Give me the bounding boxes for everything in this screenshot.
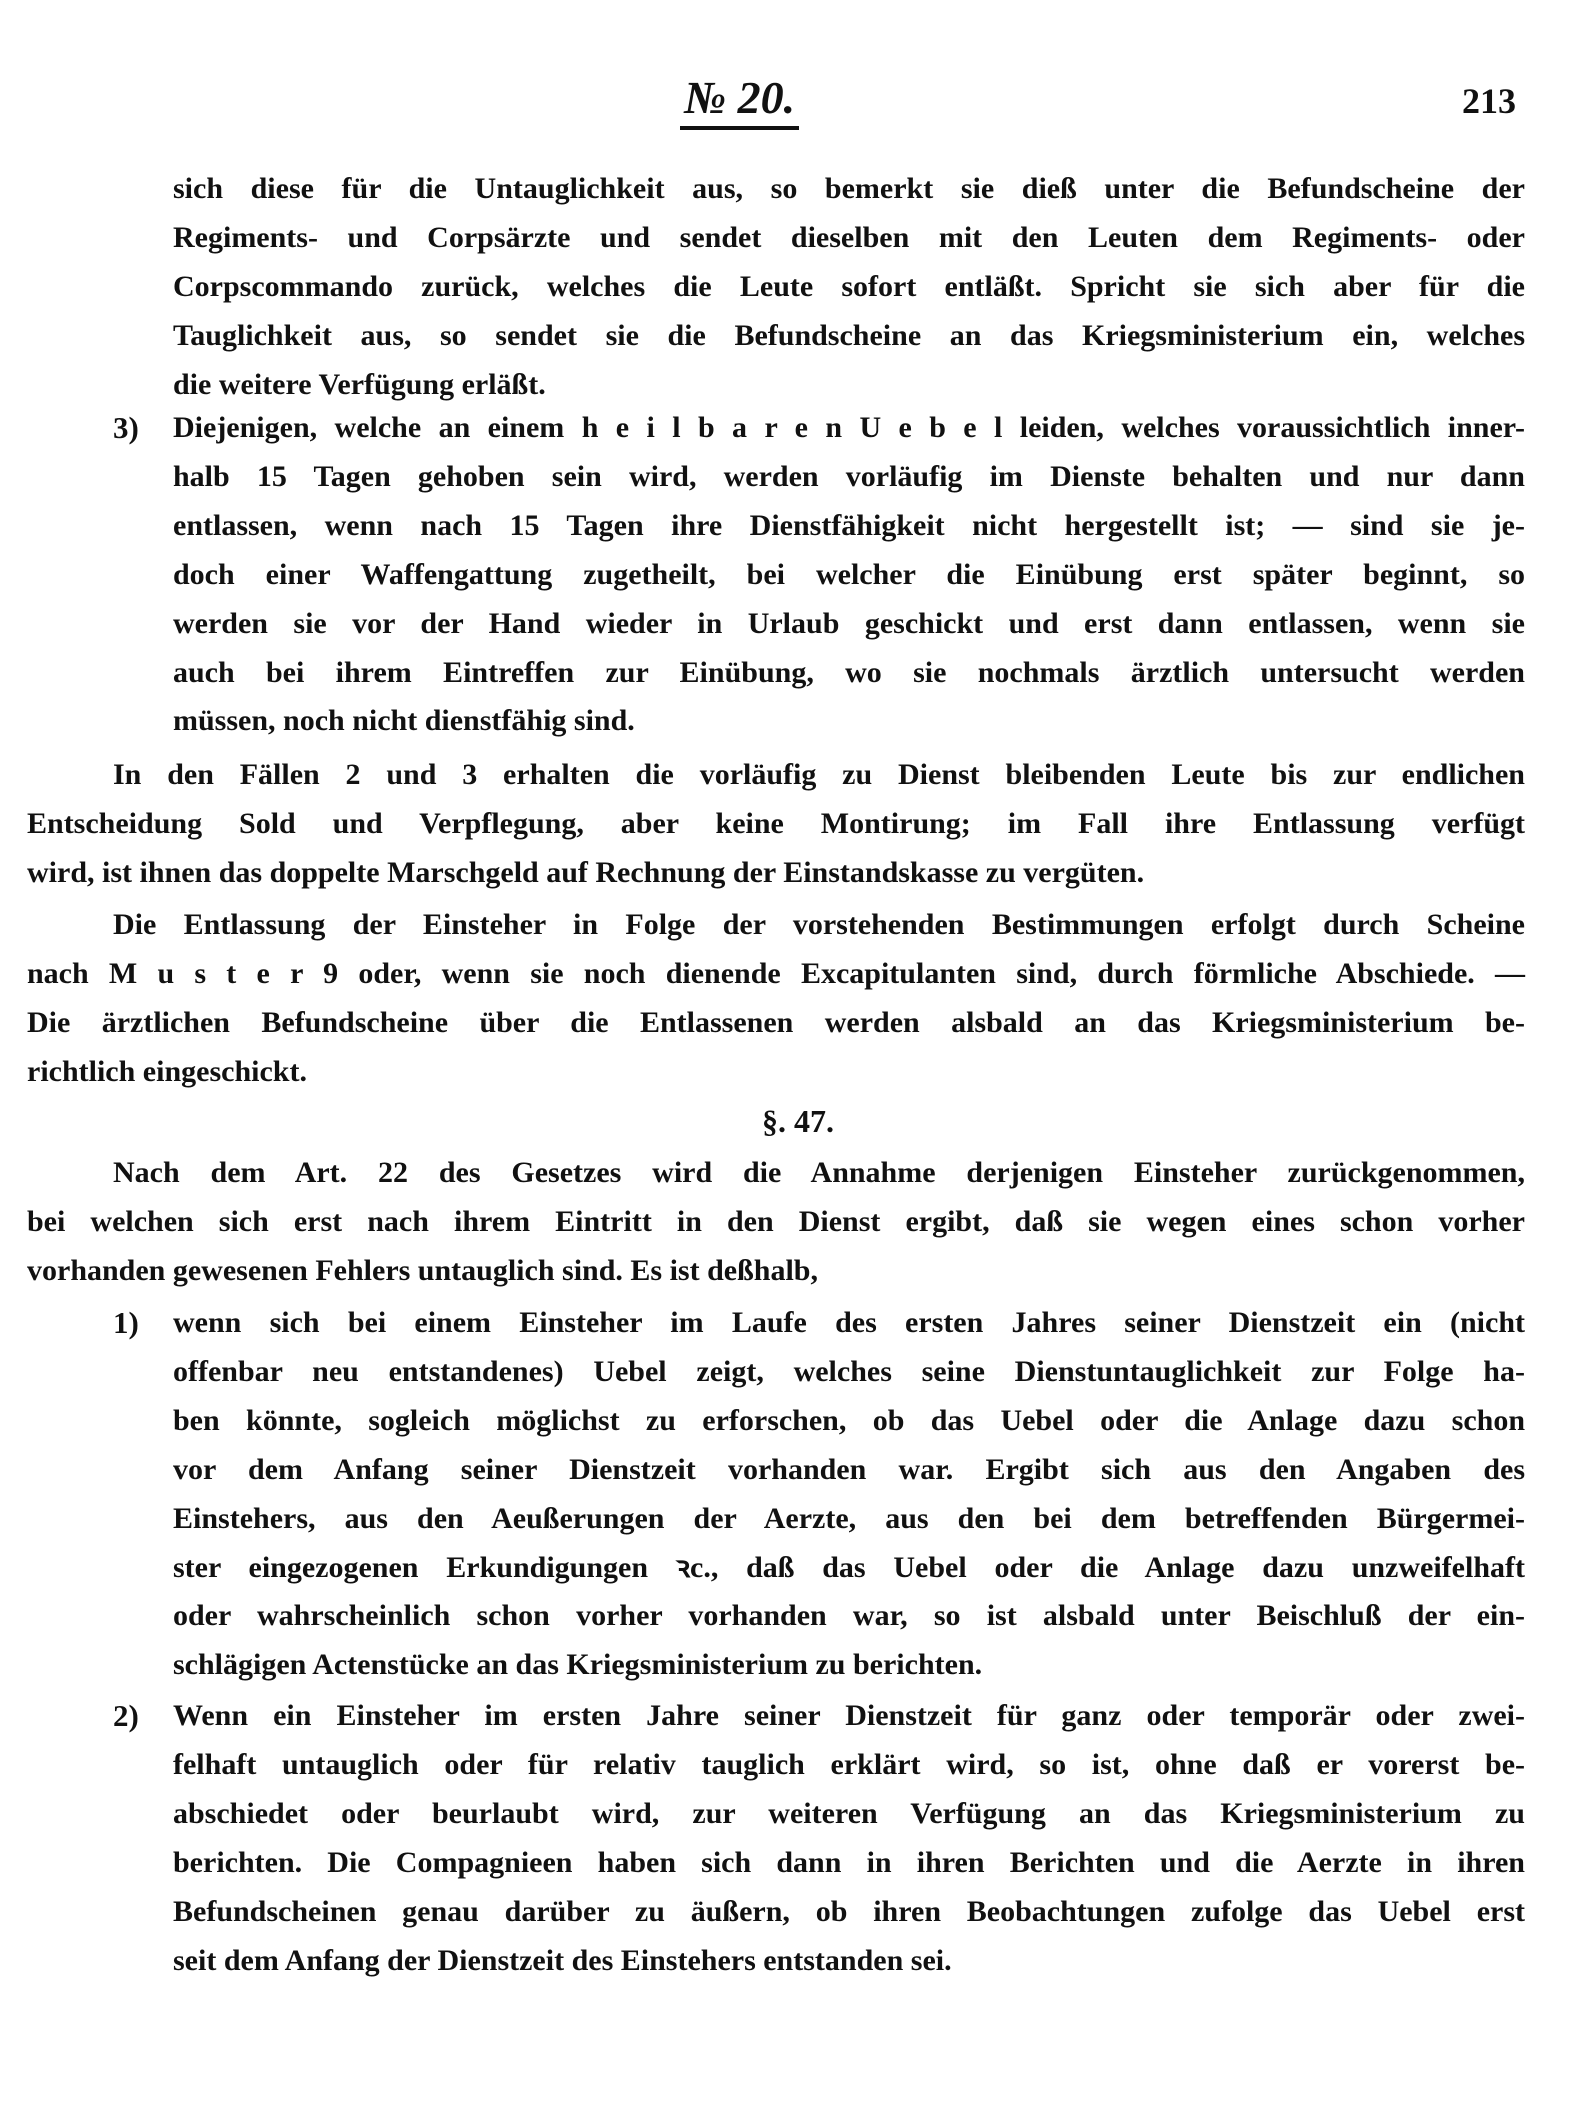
item-2-line: Befundscheinen genau darüber zu äußern, ob ihren Beobachtungen zufolge das Uebel erst [173,1894,1525,1928]
paragraph-entlassung-line: richtlich eingeschickt. [27,1054,307,1088]
list-marker: 2) [113,1698,139,1733]
item-1-line: wenn sich bei einem Einsteher im Laufe des ersten Jahres seiner Dienstzeit ein (nicht [173,1306,1525,1339]
item-3-line: entlassen, wenn nach 15 Tagen ihre Dienstfähigkeit nicht hergestellt ist; — sind sie je- [173,508,1525,542]
paragraph-faelle-line: In den Fällen 2 und 3 erhalten die vorläufig zu Dienst bleibenden Leute bis zur endlichen [113,758,1525,791]
page-number: 213 [1462,81,1516,121]
paragraph-faelle-line: Entscheidung Sold und Verpflegung, aber keine Montirung; im Fall ihre Entlassung verfügt [27,806,1525,840]
paragraph-entlassung-line: nach M u s t e r 9 oder, wenn sie noch dienende Excapitulanten sind, durch förmliche Abschiede. — [27,956,1525,990]
paragraph-art22-line: bei welchen sich erst nach ihrem Eintritt in den Dienst ergibt, daß sie wegen eines schon vorher [27,1204,1525,1238]
continuation-line: sich diese für die Untauglichkeit aus, so bemerkt sie dieß unter die Befundscheine der [173,172,1525,205]
item-2-line: berichten. Die Compagnieen haben sich dann in ihren Berichten und die Aerzte in ihren [173,1845,1525,1879]
continuation-line: Tauglichkeit aus, so sendet sie die Befundscheine an das Kriegsministerium ein, welches [173,318,1525,352]
item-1-line: Einstehers, aus den Aeußerungen der Aerzte, aus den bei dem betreffenden Bürgermei- [173,1501,1525,1535]
continuation-line: Regiments- und Corpsärzte und sendet dieselben mit den Leuten dem Regiments- oder [173,220,1525,254]
item-3-line: Diejenigen, welche an einem h e i l b a r e n U e b e l leiden, welches voraussichtlich inner- [173,411,1525,444]
item-3-line: müssen, noch nicht dienstfähig sind. [173,704,635,738]
item-2-line: Wenn ein Einsteher im ersten Jahre seiner Dienstzeit für ganz oder temporär oder zwei- [173,1699,1525,1732]
item-1-line: ben könnte, sogleich möglichst zu erforschen, ob das Uebel oder die Anlage dazu schon [173,1403,1525,1437]
item-1-line: schlägigen Actenstücke an das Kriegsministerium zu berichten. [173,1648,983,1682]
paragraph-faelle-line: wird, ist ihnen das doppelte Marschgeld auf Rechnung der Einstandskasse zu vergüten. [27,855,1145,889]
item-2-line: felhaft untauglich oder für relativ tauglich erklärt wird, so ist, ohne daß er vorerst be- [173,1747,1525,1781]
item-3-line: auch bei ihrem Eintreffen zur Einübung, wo sie nochmals ärztlich untersucht werden [173,655,1525,689]
item-3-line: doch einer Waffengattung zugetheilt, bei welcher die Einübung erst später beginnt, so [173,557,1525,591]
item-2-line: seit dem Anfang der Dienstzeit des Einstehers entstanden sei. [173,1943,952,1977]
item-1-line: ster eingezogenen Erkundigungen ꝛc., daß das Uebel oder die Anlage dazu unzweifelhaft [173,1550,1525,1584]
issue-number: № 20. [680,72,799,130]
continuation-line: die weitere Verfügung erläßt. [173,367,546,401]
continuation-line: Corpscommando zurück, welches die Leute sofort entläßt. Spricht sie sich aber für die [173,269,1525,303]
item-1-line: vor dem Anfang seiner Dienstzeit vorhanden war. Ergibt sich aus den Angaben des [173,1452,1525,1486]
list-marker: 3) [113,410,139,445]
paragraph-entlassung-line: Die Entlassung der Einsteher in Folge der vorstehenden Bestimmungen erfolgt durch Scheine [113,908,1525,941]
item-1-line: offenbar neu entstandenes) Uebel zeigt, welches seine Dienstuntauglichkeit zur Folge ha- [173,1354,1525,1388]
item-1-line: oder wahrscheinlich schon vorher vorhanden war, so ist alsbald unter Beischluß der ein- [173,1599,1525,1633]
paragraph-entlassung-line: Die ärztlichen Befundscheine über die Entlassenen werden alsbald an das Kriegsministerium be- [27,1005,1525,1039]
section-heading: §. 47. [762,1103,834,1139]
item-3-line: werden sie vor der Hand wieder in Urlaub geschickt und erst dann entlassen, wenn sie [173,606,1525,640]
paragraph-art22-line: vorhanden gewesenen Fehlers untauglich sind. Es ist deßhalb, [27,1253,818,1287]
list-marker: 1) [113,1305,139,1340]
item-2-line: abschiedet oder beurlaubt wird, zur weiteren Verfügung an das Kriegsministerium zu [173,1796,1525,1830]
item-3-line: halb 15 Tagen gehoben sein wird, werden vorläufig im Dienste behalten und nur dann [173,459,1525,493]
paragraph-art22-line: Nach dem Art. 22 des Gesetzes wird die Annahme derjenigen Einsteher zurückgenommen, [113,1156,1525,1189]
